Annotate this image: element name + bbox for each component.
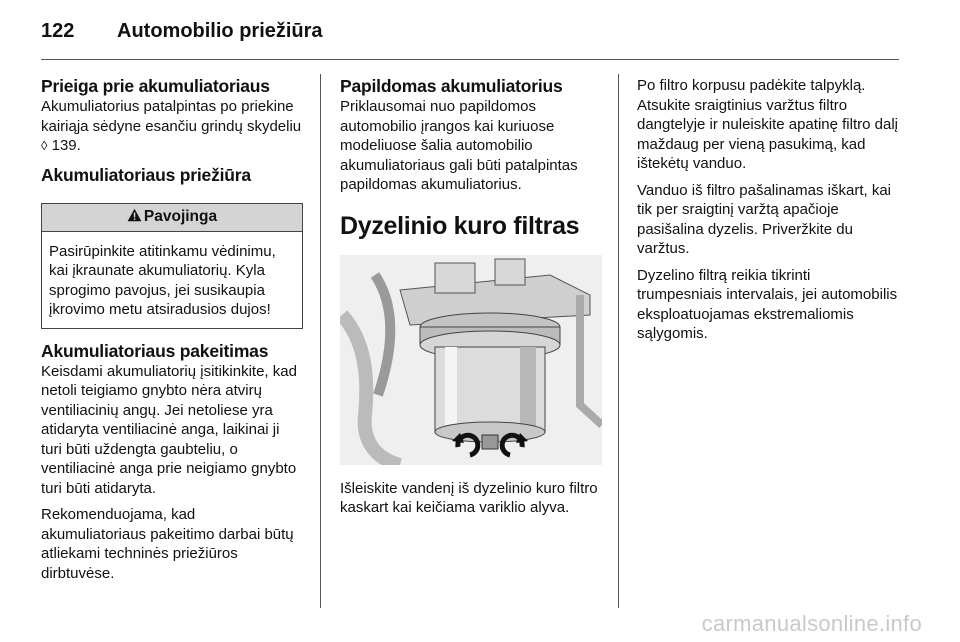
replace-paragraph-2: Rekomenduojama, kad akumuliatoriaus pakeitimo darbai būtų atliekami techninės priežiūros dirbtuvėse. (41, 506, 294, 582)
access-text (41, 97, 303, 156)
care-heading: Akumuliatoriaus priežiūra (41, 164, 251, 185)
access-heading: Prieiga prie akumuliatoriaus (41, 76, 270, 96)
fuel-filter-illustration (340, 255, 602, 465)
page-ref-link[interactable]: 139. (51, 137, 81, 154)
page-number: 122 (41, 20, 75, 42)
column-divider (320, 74, 321, 608)
watermark: carmanualsonline.info (701, 611, 922, 636)
column-left (41, 76, 303, 590)
page-ref-arrow-icon: ◊ (41, 138, 48, 153)
filter-paragraph-1: Po filtro korpusu padėkite talpyklą. Atsukite sraigtinius varžtus filtro dangtelyje ir nuleiskite apatinę filtro dalį maždaug per vieną pasukimą, kad ištekėtų vanduo. (637, 77, 898, 172)
access-body: Akumuliatorius patalpintas po priekine kairiąja sėdyne esančiu grindų skydeliu (41, 98, 302, 135)
filter-caption: Išleiskite vandenį iš dyzelinio kuro filtro kaskart kai keičiama variklio alyva. (340, 479, 598, 516)
warning-label: Pavojinga (143, 207, 218, 225)
column-right (637, 76, 899, 351)
extra-battery-heading: Papildomas akumuliatorius (340, 76, 563, 96)
column-divider (618, 74, 619, 608)
replace-paragraph-1: Keisdami akumuliatorių įsitikinkite, kad netoli teigiamo gnybto nėra atvirų ventiliacinių angų. Jei netoliese yra atidaryta ventiliacinė anga, laikinai ji turi būti uždengta gaubteliu, o ventiliacinė anga prie neigiamo gnybto turi būti atidaryta. (41, 362, 297, 497)
warning-triangle-icon (127, 208, 142, 226)
fuel-filter-heading: Dyzelinio kuro filtras (340, 211, 580, 240)
column-middle (340, 76, 602, 525)
filter-paragraph-3: Dyzelino filtrą reikia tikrinti trumpesniais intervalais, jei automobilis eksploatuojamas ekstremaliomis sąlygomis. (637, 266, 898, 342)
replace-heading: Akumuliatoriaus pakeitimas (41, 340, 269, 361)
warning-header (42, 204, 302, 232)
warning-box (41, 203, 303, 329)
header-rule (41, 59, 899, 60)
page-title: Automobilio priežiūra (117, 20, 323, 42)
warning-text: Pasirūpinkite atitinkamu vėdinimu, kai įkraunate akumuliatorių. Kyla sprogimo pavojus, jei susikaupia įkrovimo metu atsiradusios dujos! (49, 242, 276, 318)
filter-paragraph-2: Vanduo iš filtro pašalinamas iškart, kai tik per sraigtinį varžtą apačioje pasišalina dyzelis. Priveržkite du varžtus. (637, 181, 892, 257)
extra-battery-text: Priklausomai nuo papildomos automobilio įrangos kai kuriuose modeliuose šalia automobilio akumuliatoriaus gali būti patalpintas papildomas akumuliatorius. (340, 98, 578, 193)
